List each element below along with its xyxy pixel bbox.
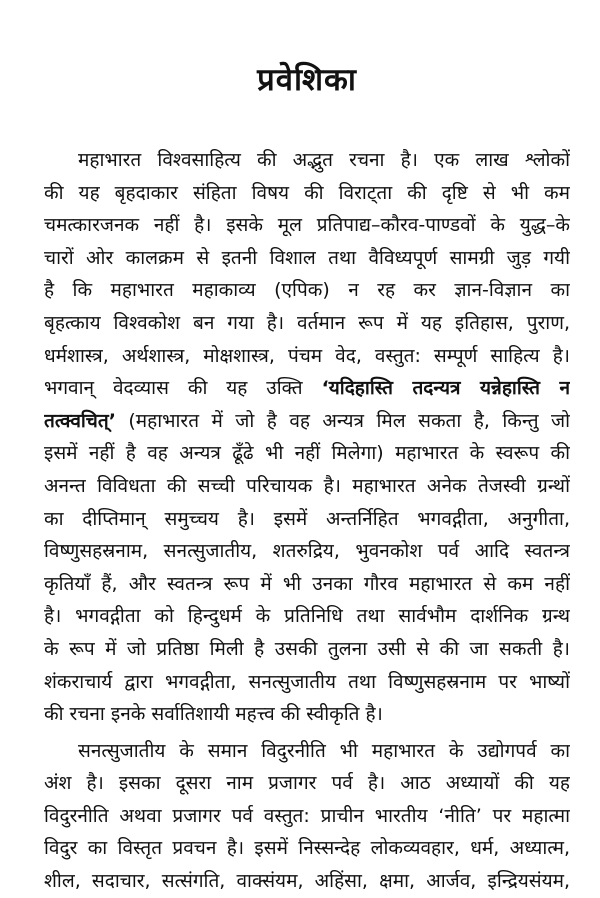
text-line: शंकराचार्य द्वारा भगवद्गीता, सनत्सुजातीय तथा विष्णुसहस्रनाम पर भाष्यों [44,670,570,693]
text-line: की रचना इनके सर्वातिशायी महत्त्व की स्वीकृति है। [44,703,383,726]
text-line: कृतियाँ हैं, और स्वतन्त्र रूप में भी उनका गौरव महाभारत से कम नहीं [44,572,570,595]
page-title: प्रवेशिका [257,62,357,98]
text-line: विदुर का विस्तृत प्रवचन है। इसमें निस्सन्देह लोकव्यवहार, धर्म, अध्यात्म, [44,837,570,860]
paragraph-1 [44,144,570,731]
text-line: चमत्कारजनक नहीं है। इसके मूल प्रतिपाद्य–कौरव-पाण्डवों के युद्ध–के [44,214,570,237]
text-line: की यह बृहदाकार संहिता विषय की विराट्ता की दृष्टि से भी कम [44,181,570,204]
text-line: धर्मशास्त्र, अर्थशास्त्र, मोक्षशास्त्र, पंचम वेद, वस्तुत: सम्पूर्ण साहित्य है। [44,344,570,367]
text-line: अंश है। इसका दूसरा नाम प्रजागर पर्व है। आठ अध्यायों की यह [44,772,570,795]
text-line: शील, सदाचार, सत्संगति, वाक्संयम, अहिंसा, क्षमा, आर्जव, इन्द्रियसंयम, [44,870,570,893]
sanskrit-quote-end: तत्क्वचित्’ [44,409,116,432]
paragraph-2 [44,735,570,898]
text-line: सनत्सुजातीय के समान विदुरनीति भी महाभारत के उद्योगपर्व का [78,739,570,762]
text-line: इसमें नहीं है वह अन्यत्र ढूँढे भी नहीं मिलेगा) महाभारत के स्वरूप की [44,442,570,465]
text-line: का दीप्तिमान् समुच्चय है। इसमें अन्तर्निहित भगवद्गीता, अनुगीता, [44,507,570,530]
text-line: विष्णुसहस्रनाम, सनत्सुजातीय, शतरुद्रिय, भुवनकोश पर्व आदि स्वतन्त्र [44,540,570,563]
text-line [44,372,570,405]
text-line: महाभारत विश्वसाहित्य की अद्भुत रचना है। एक लाख श्लोकों [78,149,570,171]
sanskrit-quote: ‘यदिहास्ति तदन्यत्र यन्नेहास्ति न [321,377,570,400]
text-line: है कि महाभारत महाकाव्य (एपिक) न रह कर ज्ञान-विज्ञान का [44,279,570,302]
text-line: बृहत्काय विश्वकोश बन गया है। वर्तमान रूप में यह इतिहास, पुराण, [44,311,570,334]
quote-translation: (महाभारत में जो है वह अन्यत्र मिल सकता है, किन्तु जो [115,409,570,432]
quote-intro: भगवान् वेदव्यास की यह उक्ति [44,377,322,400]
text-line: विदुरनीति अथवा प्रजागर पर्व वस्तुत: प्राचीन भारतीय ‘नीति’ पर महात्मा [44,804,570,827]
text-line: के रूप में जो प्रतिष्ठा मिली है उसकी तुलना उसी से की जा सकती है। [44,637,570,660]
text-line [44,405,570,438]
text-line: चारों ओर कालक्रम से इतनी विशाल तथा वैविध्यपूर्ण सामग्री जुड़ गयी [44,246,570,269]
text-line: है। भगवद्गीता को हिन्दुधर्म के प्रतिनिधि तथा सार्वभौम दार्शनिक ग्रन्थ [44,605,570,628]
text-line: अनन्त विविधता की सच्ची परिचायक है। महाभारत अनेक तेजस्वी ग्रन्थों [44,474,570,497]
